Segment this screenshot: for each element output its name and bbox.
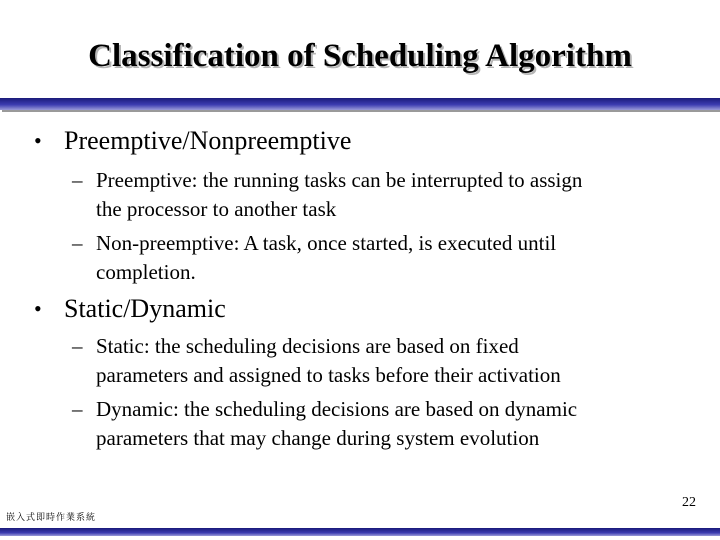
sub-bullet-text (96, 395, 662, 453)
sub-bullet-line: parameters and assigned to tasks before their activation (96, 363, 561, 387)
page-number: 22 (682, 495, 696, 510)
sub-bullet-item (72, 166, 662, 224)
sub-bullet-line: the processor to another task (96, 197, 337, 221)
sub-bullet-text (96, 166, 662, 224)
sub-bullet-line: Static: the scheduling decisions are based on fixed (96, 334, 519, 358)
bullet-item (34, 126, 351, 156)
sub-bullet-line: Preemptive: the running tasks can be interrupted to assign (96, 168, 583, 192)
dash-glyph: – (72, 397, 83, 421)
footer-text: 嵌入式即時作業系統 (6, 513, 97, 523)
bullet-glyph: • (34, 296, 42, 321)
slide-title: Classification of Scheduling Algorithm (88, 38, 632, 74)
sub-bullet-item (72, 395, 662, 453)
dash-glyph: – (72, 334, 83, 358)
sub-bullet-item (72, 332, 662, 390)
sub-bullet-line: completion. (96, 260, 196, 284)
bullet-item (34, 294, 226, 324)
sub-bullet-text (96, 229, 662, 287)
dash-glyph: – (72, 168, 83, 192)
sub-bullet-item (72, 229, 662, 287)
footer-divider (0, 528, 720, 536)
bullet-text: Static/Dynamic (64, 294, 226, 323)
bullet-glyph: • (34, 128, 42, 153)
title-divider (0, 98, 720, 110)
sub-bullet-line: parameters that may change during system evolution (96, 426, 540, 450)
sub-bullet-line: Dynamic: the scheduling decisions are based on dynamic (96, 397, 578, 421)
sub-bullet-text (96, 332, 662, 390)
dash-glyph: – (72, 231, 83, 255)
bullet-text: Preemptive/Nonpreemptive (64, 126, 352, 155)
sub-bullet-line: Non-preemptive: A task, once started, is executed until (96, 231, 557, 255)
